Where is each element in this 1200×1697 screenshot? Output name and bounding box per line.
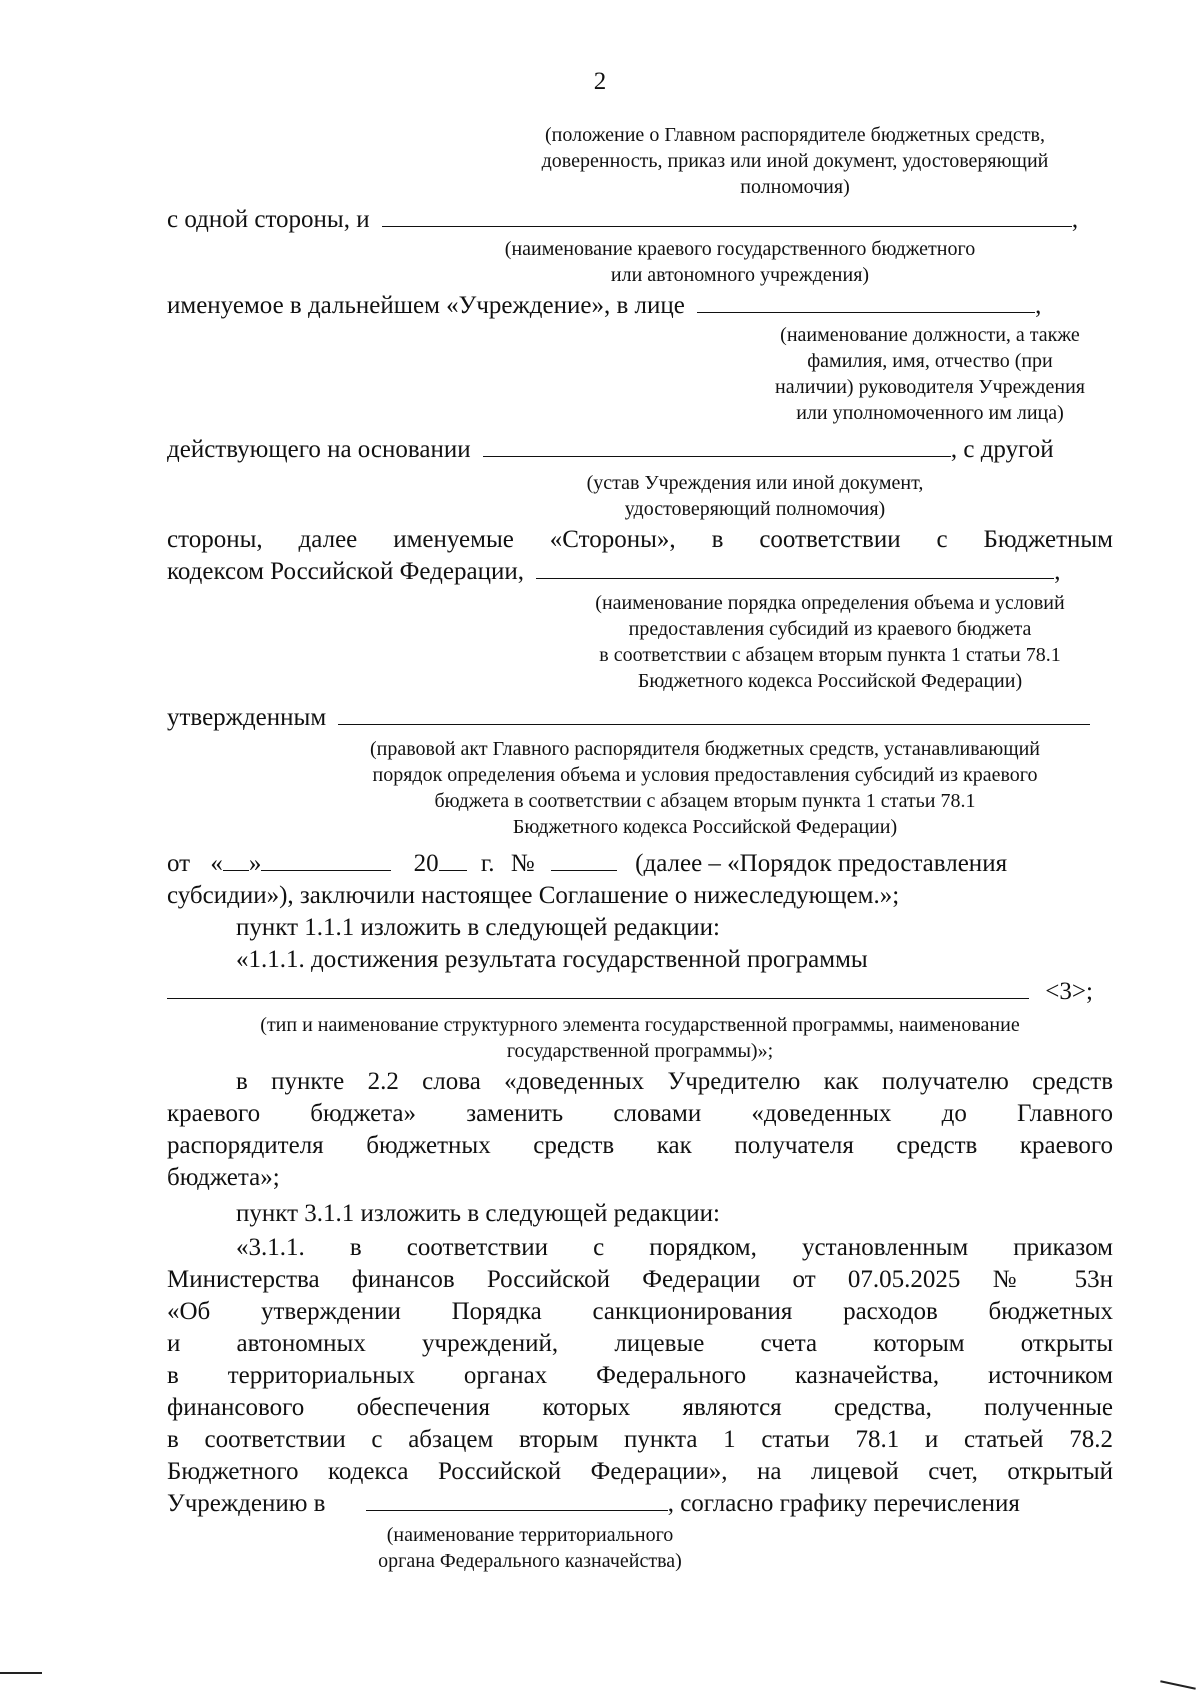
binding-mark-right bbox=[1160, 1680, 1196, 1689]
clause-311-line: в территориальных органах Федерального казначейства, источником bbox=[167, 1362, 1113, 1389]
caption-line: (наименование должности, а также bbox=[780, 324, 1080, 346]
year-blank[interactable] bbox=[439, 848, 467, 871]
caption-charter bbox=[530, 470, 980, 522]
line-text: , согласно графику перечисления bbox=[667, 1490, 1020, 1517]
caption-line: или автономного учреждения) bbox=[610, 264, 870, 286]
month-blank[interactable] bbox=[261, 848, 391, 871]
caption-line: государственной программы)»; bbox=[506, 1040, 774, 1062]
quote-open: « bbox=[210, 850, 223, 877]
line-date bbox=[167, 848, 1007, 880]
clause-311-line: финансового обеспечения которых являются средства, полученные bbox=[167, 1394, 1113, 1421]
quote-close: » bbox=[248, 850, 262, 877]
paragraph-concluded: субсидии»), заключили настоящее Соглашение о нижеследующем.»; bbox=[167, 882, 900, 909]
clause-111-text: «1.1.1. достижения результата государственной программы bbox=[236, 946, 868, 973]
year-suffix: г. bbox=[480, 850, 495, 877]
caption-position bbox=[745, 322, 1115, 426]
caption-institution bbox=[420, 236, 1060, 288]
clause-111-intro: пункт 1.1.1 изложить в следующей редакции: bbox=[236, 914, 720, 941]
caption-line: фамилия, имя, отчество (при bbox=[807, 350, 1053, 372]
caption-line: порядок определения объема и условия предоставления субсидий из краевого bbox=[372, 764, 1038, 786]
caption-line: в соответствии с абзацем вторым пункта 1 статьи 78.1 bbox=[599, 644, 1061, 666]
caption-line: (положение о Главном распорядителе бюджетных средств, bbox=[545, 124, 1045, 146]
clause-22-line: в пункте 2.2 слова «доведенных Учредителю как получателю средств bbox=[236, 1068, 1113, 1095]
clause-311-line: «Об утверждении Порядка санкционирования расходов бюджетных bbox=[167, 1298, 1113, 1325]
institution-blank[interactable] bbox=[382, 204, 1072, 227]
caption-line: полномочия) bbox=[740, 176, 850, 198]
line-account bbox=[167, 1488, 1020, 1520]
line-acting bbox=[167, 434, 1054, 466]
comma: , bbox=[1054, 558, 1061, 585]
caption-line: (правовой акт Главного распорядителя бюджетных средств, устанавливающий bbox=[369, 738, 1041, 760]
clause-22-line: бюджета»; bbox=[167, 1164, 280, 1191]
program-blank[interactable] bbox=[167, 976, 1029, 999]
clause-22-line: краевого бюджета» заменить словами «доведенных до Главного bbox=[167, 1100, 1113, 1127]
caption-line: бюджета в соответствии с абзацем вторым пункта 1 статьи 78.1 bbox=[434, 790, 976, 812]
caption-line: (наименование территориального bbox=[386, 1524, 674, 1546]
line-text: , с другой bbox=[950, 436, 1054, 463]
basis-blank[interactable] bbox=[483, 434, 951, 457]
line-program bbox=[167, 976, 1093, 1008]
caption-line: (наименование краевого государственного бюджетного bbox=[504, 238, 976, 260]
caption-line: или уполномоченного им лица) bbox=[796, 402, 1064, 424]
caption-line: Бюджетного кодекса Российской Федерации) bbox=[637, 670, 1023, 692]
caption-line: удостоверяющий полномочия) bbox=[624, 498, 886, 520]
caption-line: наличии) руководителя Учреждения bbox=[775, 376, 1085, 398]
caption-legal-act bbox=[285, 736, 1125, 840]
caption-treasury bbox=[330, 1522, 730, 1574]
clause-311-line: Бюджетного кодекса Российской Федерации», на лицевой счет, открытый bbox=[167, 1458, 1113, 1485]
line-text: действующего на основании bbox=[167, 436, 471, 463]
clause-311-line: в соответствии с абзацем вторым пункта 1 статьи 78.1 и статьей 78.2 bbox=[167, 1426, 1113, 1453]
caption-line: (устав Учреждения или иной документ, bbox=[586, 472, 924, 494]
comma: , bbox=[1071, 206, 1079, 233]
date-from: от bbox=[167, 850, 191, 877]
head-blank[interactable] bbox=[697, 290, 1035, 313]
line-text: Учреждению в bbox=[167, 1490, 326, 1517]
line-code bbox=[167, 556, 1060, 588]
year-prefix: 20 bbox=[413, 850, 439, 877]
clause-311-intro: пункт 3.1.1 изложить в следующей редакции: bbox=[236, 1200, 720, 1227]
number-blank[interactable] bbox=[551, 848, 617, 871]
treasury-blank[interactable] bbox=[366, 1488, 668, 1511]
paragraph-sides: стороны, далее именуемые «Стороны», в соответствии с Бюджетным bbox=[167, 526, 1113, 553]
clause-311-line: и автономных учреждений, лицевые счета которым открыты bbox=[167, 1330, 1113, 1357]
line-text: с одной стороны, и bbox=[167, 206, 370, 233]
clause-311-line: Министерства финансов Российской Федерации от 07.05.2025 № 53н bbox=[167, 1266, 1113, 1293]
line-named bbox=[167, 290, 1041, 322]
caption-line: (наименование порядка определения объема и условий bbox=[595, 592, 1065, 614]
caption-line: доверенность, приказ или иной документ, удостоверяющий bbox=[541, 150, 1049, 172]
caption-grbs-authority bbox=[480, 122, 1110, 200]
caption-procedure bbox=[535, 590, 1125, 694]
clause-311-line: «3.1.1. в соответствии с порядком, установленным приказом bbox=[236, 1234, 1113, 1261]
day-blank[interactable] bbox=[223, 848, 249, 871]
line-text: (далее – «Порядок предоставления bbox=[635, 850, 1008, 877]
caption-line: предоставления субсидий из краевого бюджета bbox=[628, 618, 1032, 640]
line-one-side bbox=[167, 204, 1078, 236]
caption-line: органа Федерального казначейства) bbox=[378, 1550, 682, 1572]
line-approved bbox=[167, 702, 1090, 734]
page-number: 2 bbox=[593, 68, 607, 95]
comma: , bbox=[1035, 292, 1042, 319]
clause-22-line: распорядителя бюджетных средств как получателя средств краевого bbox=[167, 1132, 1113, 1159]
procedure-blank[interactable] bbox=[536, 556, 1054, 579]
number-sign: № bbox=[510, 850, 535, 877]
line-text: именуемое в дальнейшем «Учреждение», в лице bbox=[167, 292, 685, 319]
footnote-ref: <3>; bbox=[1045, 978, 1093, 1005]
caption-line: Бюджетного кодекса Российской Федерации) bbox=[512, 816, 898, 838]
caption-program bbox=[150, 1012, 1130, 1064]
legal-act-blank[interactable] bbox=[338, 702, 1090, 725]
line-text: кодексом Российской Федерации, bbox=[167, 558, 524, 585]
line-text: утвержденным bbox=[167, 704, 327, 731]
caption-line: (тип и наименование структурного элемента государственной программы, наименование bbox=[260, 1014, 1020, 1036]
binding-mark-left bbox=[0, 1672, 42, 1674]
